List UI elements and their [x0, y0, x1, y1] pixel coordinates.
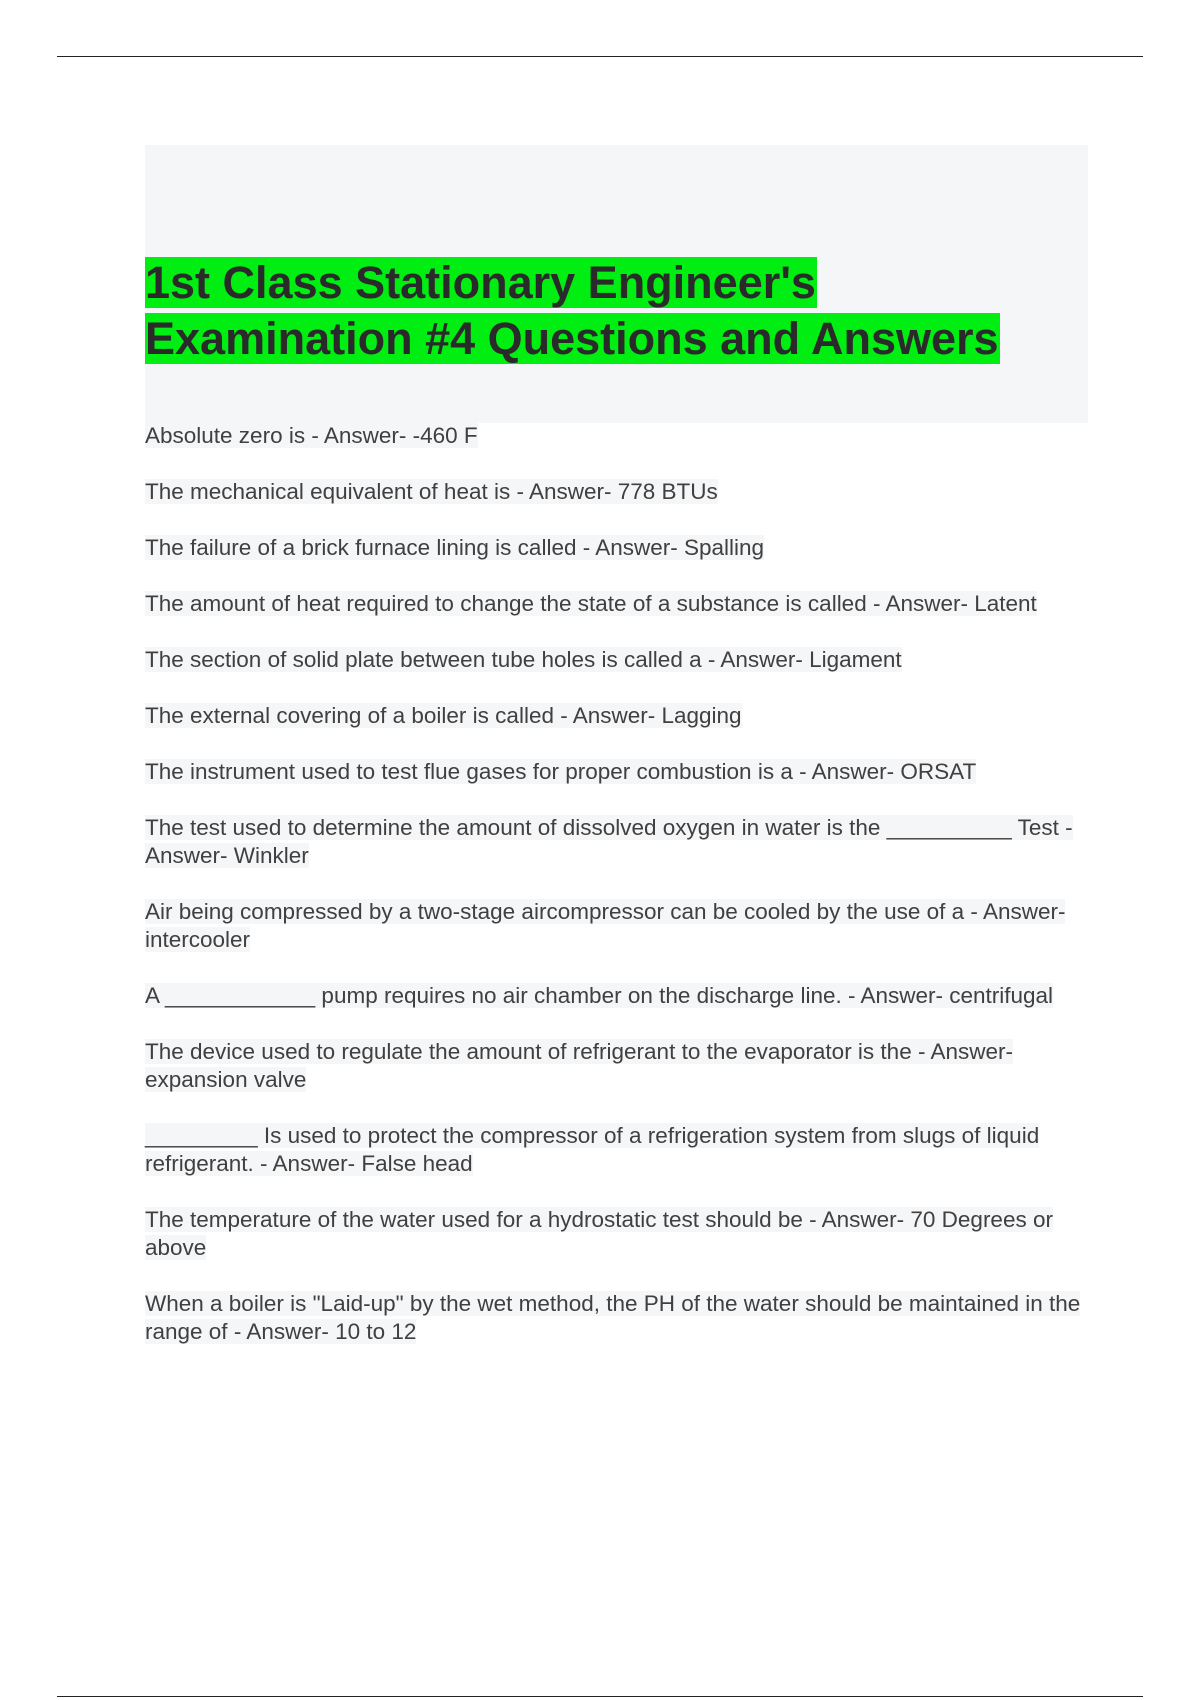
- qa-item: Absolute zero is - Answer- -460 F: [145, 423, 478, 448]
- qa-item: The external covering of a boiler is called - Answer- Lagging: [145, 703, 742, 728]
- qa-item: The section of solid plate between tube holes is called a - Answer- Ligament: [145, 647, 902, 672]
- qa-item: When a boiler is "Laid-up" by the wet method, the PH of the water should be maintained in the range of - Answer- 10 to 12: [145, 1291, 1081, 1344]
- top-rule: [57, 56, 1143, 57]
- qa-list: [145, 422, 1085, 1374]
- qa-item: _________ Is used to protect the compressor of a refrigeration system from slugs of liquid refrigerant. - Answer- False head: [145, 1123, 1040, 1176]
- document-title: [145, 255, 1000, 367]
- qa-item: The test used to determine the amount of dissolved oxygen in water is the __________ Test - Answer- Winkler: [145, 815, 1073, 868]
- title-line-2: Examination #4 Questions and Answers: [145, 313, 999, 364]
- qa-item: The device used to regulate the amount of refrigerant to the evaporator is the - Answer- expansion valve: [145, 1039, 1013, 1092]
- qa-item: The amount of heat required to change the state of a substance is called - Answer- Latent: [145, 591, 1037, 616]
- title-line-1: 1st Class Stationary Engineer's: [145, 257, 816, 308]
- qa-item: The mechanical equivalent of heat is - Answer- 778 BTUs: [145, 479, 718, 504]
- bottom-rule: [57, 1696, 1143, 1697]
- qa-item: The instrument used to test flue gases for proper combustion is a - Answer- ORSAT: [145, 759, 977, 784]
- qa-item: A ____________ pump requires no air chamber on the discharge line. - Answer- centrifugal: [145, 983, 1054, 1008]
- qa-item: The temperature of the water used for a hydrostatic test should be - Answer- 70 Degrees or above: [145, 1207, 1053, 1260]
- qa-item: The failure of a brick furnace lining is called - Answer- Spalling: [145, 535, 765, 560]
- qa-item: Air being compressed by a two-stage aircompressor can be cooled by the use of a - Answer- intercooler: [145, 899, 1066, 952]
